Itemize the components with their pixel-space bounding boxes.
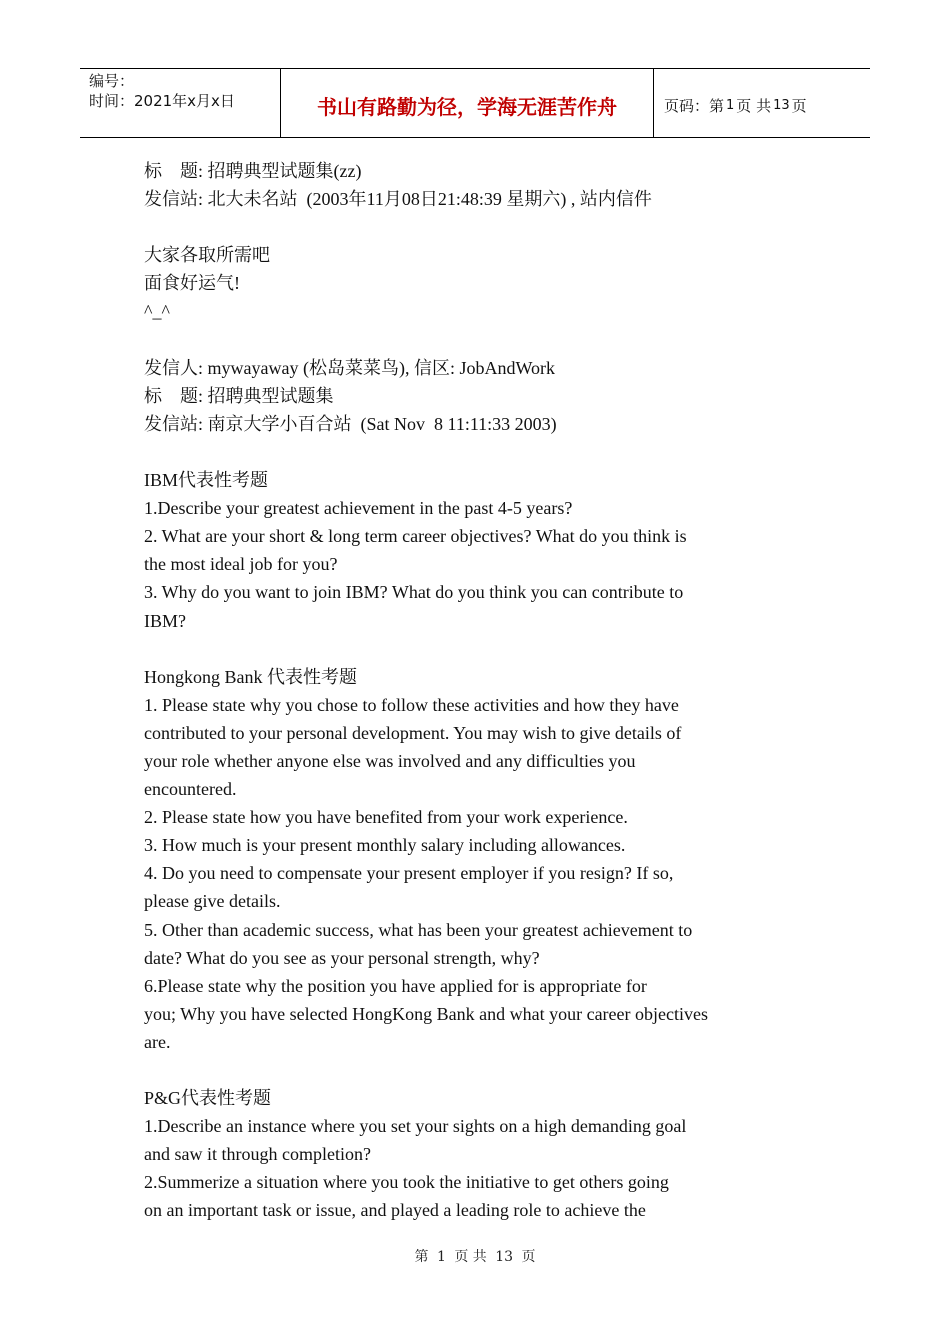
text-line: on an important task or issue, and played a leading role to achieve the	[144, 1200, 646, 1221]
text-line: and saw it through completion?	[144, 1144, 371, 1165]
header-meta	[80, 69, 281, 137]
header-page-info	[654, 69, 870, 137]
text-line: 2. What are your short & long term career objectives? What do you think is	[144, 526, 687, 547]
text-line: encountered.	[144, 779, 237, 800]
text-line: 标 题: 招聘典型试题集(zz)	[144, 161, 362, 181]
blank-line	[144, 438, 764, 466]
text-line: you; Why you have selected HongKong Bank and what your career objectives	[144, 1003, 708, 1024]
header-page-total: 13	[773, 97, 790, 113]
page-header	[80, 68, 870, 138]
footer-suffix: 页	[521, 1249, 536, 1265]
header-motto: 书山有路勤为径，学海无涯苦作舟	[281, 69, 654, 137]
text-line: date? What do you see as your personal strength, why?	[144, 947, 540, 968]
footer-mid: 页 共	[454, 1249, 487, 1265]
text-line: 面食好运气!	[144, 273, 240, 294]
header-page-mid: 页 共	[736, 96, 772, 115]
text-line: 3. How much is your present monthly salary including allowances.	[144, 835, 626, 856]
text-line: 发信站: 南京大学小百合站 (Sat Nov 8 11:11:33 2003)	[144, 413, 557, 434]
text-line: 发信站: 北大未名站 (2003年11月08日21:48:39 星期六) , 站内信件	[144, 189, 652, 210]
blank-line	[144, 1056, 764, 1084]
text-line: 2.Summerize a situation where you took the initiative to get others going	[144, 1172, 669, 1193]
text-line: 1.Describe an instance where you set your sights on a high demanding goal	[144, 1116, 687, 1137]
text-line: 2. Please state how you have benefited from your work experience.	[144, 807, 628, 828]
text-line: Hongkong Bank 代表性考题	[144, 666, 357, 687]
text-line: 大家各取所需吧	[144, 245, 270, 266]
header-page-suffix: 页	[791, 96, 807, 115]
text-line: your role whether anyone else was involved and any difficulties you	[144, 750, 636, 771]
text-line: 3. Why do you want to join IBM? What do you think you can contribute to	[144, 582, 684, 603]
footer-prefix: 第	[414, 1249, 429, 1265]
footer-page-total: 13	[495, 1249, 514, 1265]
page-footer	[0, 1246, 950, 1266]
header-time-label: 时间：2021年x月x日	[89, 92, 235, 110]
header-page-prefix: 页码：第	[664, 96, 725, 115]
header-number-label: 编号：	[89, 72, 135, 90]
blank-line	[144, 635, 764, 663]
text-line: ^_^	[144, 301, 170, 322]
footer-page-current: 1	[436, 1249, 446, 1265]
text-line: 6.Please state why the position you have applied for is appropriate for	[144, 975, 647, 996]
blank-line	[144, 326, 764, 354]
text-line: 5. Other than academic success, what has been your greatest achievement to	[144, 919, 693, 940]
header-page-current: 1	[726, 97, 735, 113]
text-line: please give details.	[144, 891, 281, 912]
text-line: 标 题: 招聘典型试题集	[144, 385, 334, 406]
text-line: IBM?	[144, 610, 186, 631]
text-line: are.	[144, 1031, 171, 1052]
blank-line	[144, 213, 764, 241]
text-line: IBM代表性考题	[144, 470, 269, 491]
text-line: P&G代表性考题	[144, 1088, 272, 1109]
text-line: 1.Describe your greatest achievement in the past 4-5 years?	[144, 498, 573, 519]
text-line: 4. Do you need to compensate your present employer if you resign? If so,	[144, 863, 674, 884]
text-line: the most ideal job for you?	[144, 554, 338, 575]
text-line: contributed to your personal development. You may wish to give details of	[144, 722, 682, 743]
document-body	[144, 157, 764, 1225]
text-line: 发信人: mywayaway (松岛菜菜鸟), 信区: JobAndWork	[144, 357, 556, 378]
text-line: 1. Please state why you chose to follow these activities and how they have	[144, 694, 679, 715]
